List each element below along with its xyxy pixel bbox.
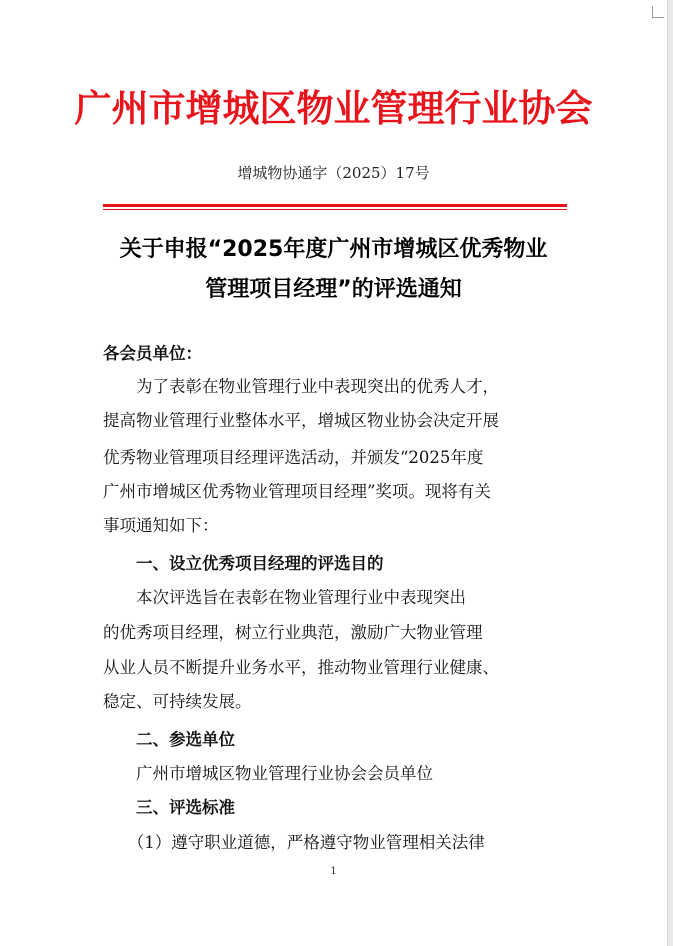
paragraph-line: 本次评选旨在表彰在物业管理行业中表现突出 bbox=[103, 588, 466, 607]
document-number: 增城物协通字（2025）17号 bbox=[237, 164, 430, 182]
corner-crop-mark-icon bbox=[652, 6, 664, 18]
paragraph-line: 提高物业管理行业整体水平，增城区物业协会决定开展 bbox=[103, 411, 499, 430]
section-heading-3: 三、评选标准 bbox=[103, 798, 235, 817]
paragraph-line: 广州市增城区物业管理行业协会会员单位 bbox=[103, 764, 433, 783]
paragraph-line: 优秀物业管理项目经理评选活动，并颁发“2025年度 bbox=[103, 448, 484, 467]
page-number: 1 bbox=[330, 866, 337, 877]
organization-name: 广州市增城区物业管理行业协会 bbox=[74, 87, 593, 130]
paragraph-line: 事项通知如下： bbox=[103, 516, 219, 535]
section-heading-2: 二、参选单位 bbox=[103, 730, 235, 749]
paragraph-line: 从业人员不断提升业务水平，推动物业管理行业健康、 bbox=[103, 658, 499, 677]
red-header-rule-thick bbox=[103, 204, 567, 207]
page-edge-shadow bbox=[667, 0, 673, 946]
red-header-rule-thin bbox=[103, 209, 567, 210]
paragraph-line: 广州市增城区优秀物业管理项目经理”奖项。现将有关 bbox=[103, 482, 491, 501]
notice-title-line-2: 管理项目经理”的评选通知 bbox=[205, 277, 462, 302]
paragraph-line: 稳定、可持续发展。 bbox=[103, 692, 252, 711]
paragraph-line: 为了表彰在物业管理行业中表现突出的优秀人才， bbox=[103, 377, 499, 396]
paragraph-line: 的优秀项目经理，树立行业典范，激励广大物业管理 bbox=[103, 623, 483, 642]
notice-title-line-1: 关于申报“2025年度广州市增城区优秀物业 bbox=[119, 237, 548, 262]
paragraph-line: （1）遵守职业道德，严格遵守物业管理相关法律 bbox=[103, 833, 485, 852]
section-heading-1: 一、设立优秀项目经理的评选目的 bbox=[103, 554, 384, 573]
salutation: 各会员单位： bbox=[103, 344, 202, 363]
